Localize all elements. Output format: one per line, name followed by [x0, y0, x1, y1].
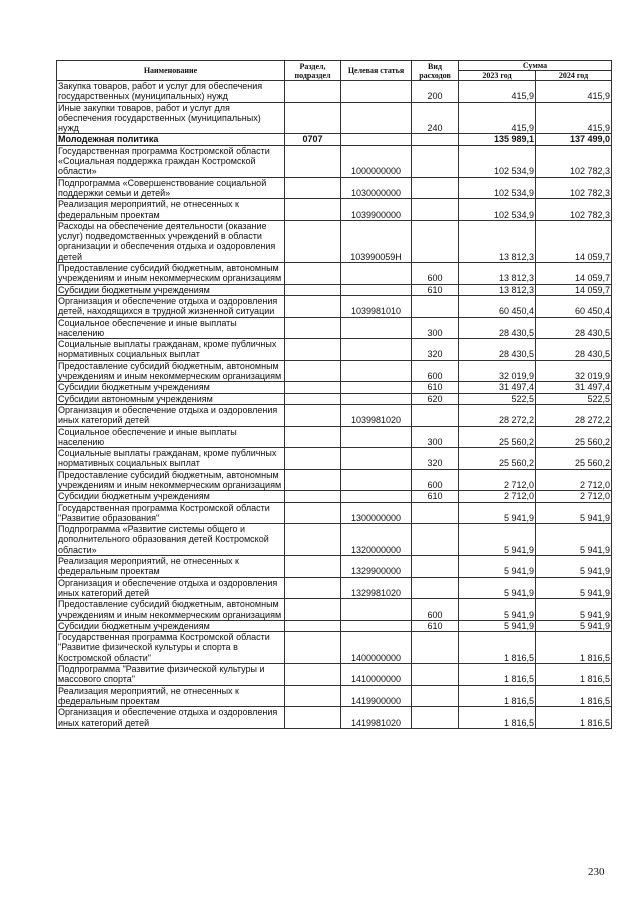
row-expense-type: [412, 404, 459, 426]
row-name: Подпрограмма «Совершенствование социальной поддержки семьи и детей»: [57, 177, 285, 199]
row-expense-type: [412, 295, 459, 317]
row-expense-type: [412, 664, 459, 686]
row-sum-2023: 102 534,9: [459, 145, 536, 177]
table-row: [57, 81, 612, 103]
row-name: Иные закупки товаров, работ и услуг для обеспечения государственных (муниципальных) нужд: [57, 102, 285, 134]
row-sum-2024: 102 782,3: [536, 199, 612, 221]
row-target-article: 1300000000: [341, 502, 412, 524]
row-sum-2023: 60 450,4: [459, 295, 536, 317]
table-row: [57, 524, 612, 556]
row-sum-2024: 415,9: [536, 81, 612, 103]
row-sum-2024: 102 782,3: [536, 145, 612, 177]
row-expense-type: [412, 134, 459, 145]
row-section: [285, 632, 341, 664]
row-target-article: 103990059Н: [341, 220, 412, 262]
row-expense-type: [412, 685, 459, 707]
row-name: Предоставление субсидий бюджетным, автономным учреждениям и иным некоммерческим организациям: [57, 469, 285, 491]
row-target-article: [341, 599, 412, 621]
header-exp-type: Вид расходов: [412, 61, 459, 81]
row-target-article: [341, 134, 412, 145]
row-name: Организация и обеспечение отдыха и оздоровления иных категорий детей: [57, 404, 285, 426]
row-target-article: 1400000000: [341, 632, 412, 664]
row-name: Субсидии бюджетным учреждениям: [57, 284, 285, 295]
row-sum-2024: 1 816,5: [536, 707, 612, 729]
row-name: Социальное обеспечение и иные выплаты населению: [57, 426, 285, 448]
row-sum-2024: 5 941,9: [536, 599, 612, 621]
row-target-article: [341, 393, 412, 404]
row-target-article: [341, 469, 412, 491]
row-sum-2023: 13 812,3: [459, 284, 536, 295]
row-expense-type: 620: [412, 393, 459, 404]
row-expense-type: [412, 577, 459, 599]
header-section: Раздел, подраздел: [285, 61, 341, 81]
row-sum-2024: 14 059,7: [536, 284, 612, 295]
row-expense-type: 200: [412, 81, 459, 103]
row-sum-2023: 28 430,5: [459, 317, 536, 339]
row-expense-type: [412, 177, 459, 199]
row-sum-2024: 1 816,5: [536, 632, 612, 664]
row-sum-2024: 28 430,5: [536, 317, 612, 339]
row-sum-2024: 415,9: [536, 102, 612, 134]
row-sum-2023: 28 272,2: [459, 404, 536, 426]
row-target-article: 1410000000: [341, 664, 412, 686]
row-sum-2024: 5 941,9: [536, 502, 612, 524]
row-section: [285, 220, 341, 262]
row-expense-type: 610: [412, 382, 459, 393]
row-expense-type: 300: [412, 317, 459, 339]
row-name: Предоставление субсидий бюджетным, автономным учреждениям и иным некоммерческим организациям: [57, 599, 285, 621]
row-target-article: 1039900000: [341, 199, 412, 221]
table-row: [57, 620, 612, 631]
row-target-article: 1419981020: [341, 707, 412, 729]
row-expense-type: 610: [412, 284, 459, 295]
row-section: [285, 360, 341, 382]
table-row: [57, 632, 612, 664]
row-section: [285, 577, 341, 599]
row-sum-2024: 14 059,7: [536, 263, 612, 285]
table-row: [57, 102, 612, 134]
row-section: [285, 263, 341, 285]
row-sum-2024: 5 941,9: [536, 620, 612, 631]
page-number: 230: [588, 866, 605, 878]
table-row: [57, 448, 612, 470]
table-row: [57, 426, 612, 448]
row-expense-type: [412, 145, 459, 177]
row-target-article: [341, 284, 412, 295]
row-section: 0707: [285, 134, 341, 145]
row-sum-2023: 31 497,4: [459, 382, 536, 393]
row-sum-2024: 1 816,5: [536, 664, 612, 686]
row-name: Молодежная политика: [57, 134, 285, 145]
row-sum-2024: 2 712,0: [536, 469, 612, 491]
row-sum-2024: 28 430,5: [536, 339, 612, 361]
row-target-article: [341, 491, 412, 502]
row-target-article: 1320000000: [341, 524, 412, 556]
row-section: [285, 81, 341, 103]
row-sum-2024: 1 816,5: [536, 685, 612, 707]
table-row: [57, 707, 612, 729]
row-sum-2024: 25 560,2: [536, 448, 612, 470]
table-row: [57, 664, 612, 686]
table-row: [57, 685, 612, 707]
header-year-2023: 2023 год: [459, 71, 536, 81]
row-target-article: 1039981020: [341, 404, 412, 426]
row-expense-type: 600: [412, 360, 459, 382]
row-sum-2023: 13 812,3: [459, 220, 536, 262]
row-sum-2023: 522,5: [459, 393, 536, 404]
row-expense-type: [412, 199, 459, 221]
table-row: [57, 145, 612, 177]
table-row: [57, 177, 612, 199]
table-row: [57, 382, 612, 393]
row-section: [285, 707, 341, 729]
row-sum-2023: 102 534,9: [459, 177, 536, 199]
row-section: [285, 382, 341, 393]
row-expense-type: 320: [412, 448, 459, 470]
row-section: [285, 177, 341, 199]
row-target-article: 1039981010: [341, 295, 412, 317]
row-sum-2023: 25 560,2: [459, 426, 536, 448]
row-sum-2024: 60 450,4: [536, 295, 612, 317]
table-row: [57, 295, 612, 317]
row-name: Субсидии автономным учреждениям: [57, 393, 285, 404]
row-expense-type: 320: [412, 339, 459, 361]
table-row: [57, 284, 612, 295]
budget-table: [56, 60, 612, 729]
header-name: Наименование: [57, 61, 285, 81]
row-section: [285, 556, 341, 578]
table-row: [57, 199, 612, 221]
row-expense-type: 600: [412, 263, 459, 285]
row-section: [285, 199, 341, 221]
row-name: Реализация мероприятий, не отнесенных к федеральным проектам: [57, 556, 285, 578]
row-sum-2024: 102 782,3: [536, 177, 612, 199]
row-expense-type: 610: [412, 491, 459, 502]
row-section: [285, 524, 341, 556]
row-name: Организация и обеспечение отдыха и оздоровления иных категорий детей: [57, 707, 285, 729]
row-name: Расходы на обеспечение деятельности (оказание услуг) подведомственных учреждений в области организации и обеспечения отдыха и оздоровления детей: [57, 220, 285, 262]
row-sum-2023: 1 816,5: [459, 664, 536, 686]
table-row: [57, 469, 612, 491]
row-target-article: [341, 263, 412, 285]
row-section: [285, 317, 341, 339]
table-row: [57, 393, 612, 404]
row-sum-2023: 1 816,5: [459, 707, 536, 729]
row-expense-type: 240: [412, 102, 459, 134]
table-row: [57, 339, 612, 361]
row-target-article: [341, 620, 412, 631]
row-section: [285, 664, 341, 686]
row-section: [285, 145, 341, 177]
table-row: [57, 360, 612, 382]
row-name: Государственная программа Костромской области "Развитие физической культуры и спорта в Костромской области": [57, 632, 285, 664]
row-sum-2023: 28 430,5: [459, 339, 536, 361]
row-sum-2023: 5 941,9: [459, 524, 536, 556]
row-section: [285, 102, 341, 134]
row-sum-2023: 13 812,3: [459, 263, 536, 285]
row-expense-type: [412, 502, 459, 524]
row-target-article: [341, 360, 412, 382]
table-row: [57, 404, 612, 426]
table-row: [57, 317, 612, 339]
header-year-2024: 2024 год: [536, 71, 612, 81]
row-sum-2024: 2 712,0: [536, 491, 612, 502]
row-sum-2024: 28 272,2: [536, 404, 612, 426]
row-sum-2023: 415,9: [459, 102, 536, 134]
row-target-article: [341, 448, 412, 470]
row-name: Подпрограмма "Развитие физической культуры и массового спорта": [57, 664, 285, 686]
header-sum: Сумма: [459, 61, 612, 71]
row-section: [285, 599, 341, 621]
row-sum-2023: 5 941,9: [459, 502, 536, 524]
row-target-article: 1329981020: [341, 577, 412, 599]
row-sum-2023: 415,9: [459, 81, 536, 103]
row-name: Реализация мероприятий, не отнесенных к федеральным проектам: [57, 685, 285, 707]
table-row: [57, 134, 612, 145]
row-target-article: 1030000000: [341, 177, 412, 199]
row-target-article: [341, 382, 412, 393]
row-name: Субсидии бюджетным учреждениям: [57, 620, 285, 631]
row-sum-2024: 5 941,9: [536, 524, 612, 556]
row-sum-2023: 2 712,0: [459, 491, 536, 502]
row-target-article: [341, 102, 412, 134]
row-sum-2023: 5 941,9: [459, 556, 536, 578]
table-row: [57, 556, 612, 578]
row-name: Реализация мероприятий, не отнесенных к федеральным проектам: [57, 199, 285, 221]
table-row: [57, 599, 612, 621]
row-section: [285, 448, 341, 470]
row-name: Социальные выплаты гражданам, кроме публичных нормативных социальных выплат: [57, 448, 285, 470]
row-section: [285, 685, 341, 707]
row-sum-2024: 5 941,9: [536, 577, 612, 599]
row-section: [285, 426, 341, 448]
row-target-article: 1419900000: [341, 685, 412, 707]
row-name: Предоставление субсидий бюджетным, автономным учреждениям и иным некоммерческим организациям: [57, 360, 285, 382]
table-row: [57, 577, 612, 599]
row-sum-2023: 2 712,0: [459, 469, 536, 491]
row-sum-2023: 102 534,9: [459, 199, 536, 221]
row-target-article: [341, 339, 412, 361]
table-row: [57, 220, 612, 262]
row-name: Социальные выплаты гражданам, кроме публичных нормативных социальных выплат: [57, 339, 285, 361]
row-section: [285, 393, 341, 404]
row-section: [285, 295, 341, 317]
row-name: Государственная программа Костромской области «Социальная поддержка граждан Костромской области»: [57, 145, 285, 177]
row-expense-type: [412, 707, 459, 729]
row-expense-type: 600: [412, 599, 459, 621]
table-body: [57, 81, 612, 729]
row-section: [285, 491, 341, 502]
row-name: Подпрограмма «Развитие системы общего и дополнительного образования детей Костромской области»: [57, 524, 285, 556]
row-sum-2024: 137 499,0: [536, 134, 612, 145]
row-expense-type: 300: [412, 426, 459, 448]
row-target-article: 1000000000: [341, 145, 412, 177]
row-sum-2023: 5 941,9: [459, 577, 536, 599]
row-sum-2024: 522,5: [536, 393, 612, 404]
row-name: Организация и обеспечение отдыха и оздоровления детей, находящихся в трудной жизненной ситуации: [57, 295, 285, 317]
row-name: Предоставление субсидий бюджетным, автономным учреждениям и иным некоммерческим организациям: [57, 263, 285, 285]
row-sum-2023: 32 019,9: [459, 360, 536, 382]
table-row: [57, 263, 612, 285]
table-row: [57, 502, 612, 524]
row-name: Субсидии бюджетным учреждениям: [57, 382, 285, 393]
row-section: [285, 502, 341, 524]
row-target-article: [341, 81, 412, 103]
row-sum-2024: 32 019,9: [536, 360, 612, 382]
table-header: [57, 61, 612, 81]
row-section: [285, 284, 341, 295]
row-sum-2024: 31 497,4: [536, 382, 612, 393]
row-expense-type: [412, 524, 459, 556]
row-sum-2023: 25 560,2: [459, 448, 536, 470]
row-sum-2024: 14 059,7: [536, 220, 612, 262]
row-sum-2023: 5 941,9: [459, 599, 536, 621]
row-name: Закупка товаров, работ и услуг для обеспечения государственных (муниципальных) нужд: [57, 81, 285, 103]
row-expense-type: [412, 220, 459, 262]
row-name: Организация и обеспечение отдыха и оздоровления иных категорий детей: [57, 577, 285, 599]
row-expense-type: [412, 556, 459, 578]
row-section: [285, 404, 341, 426]
row-sum-2023: 135 989,1: [459, 134, 536, 145]
row-expense-type: [412, 632, 459, 664]
row-sum-2023: 5 941,9: [459, 620, 536, 631]
row-section: [285, 620, 341, 631]
table-row: [57, 491, 612, 502]
row-section: [285, 339, 341, 361]
row-sum-2024: 5 941,9: [536, 556, 612, 578]
row-target-article: [341, 317, 412, 339]
row-sum-2023: 1 816,5: [459, 685, 536, 707]
row-expense-type: 610: [412, 620, 459, 631]
row-target-article: [341, 426, 412, 448]
row-sum-2023: 1 816,5: [459, 632, 536, 664]
row-expense-type: 600: [412, 469, 459, 491]
row-name: Социальное обеспечение и иные выплаты населению: [57, 317, 285, 339]
row-name: Субсидии бюджетным учреждениям: [57, 491, 285, 502]
row-name: Государственная программа Костромской области "Развитие образования": [57, 502, 285, 524]
row-target-article: 1329900000: [341, 556, 412, 578]
header-target: Целевая статья: [341, 61, 412, 81]
row-sum-2024: 25 560,2: [536, 426, 612, 448]
row-section: [285, 469, 341, 491]
